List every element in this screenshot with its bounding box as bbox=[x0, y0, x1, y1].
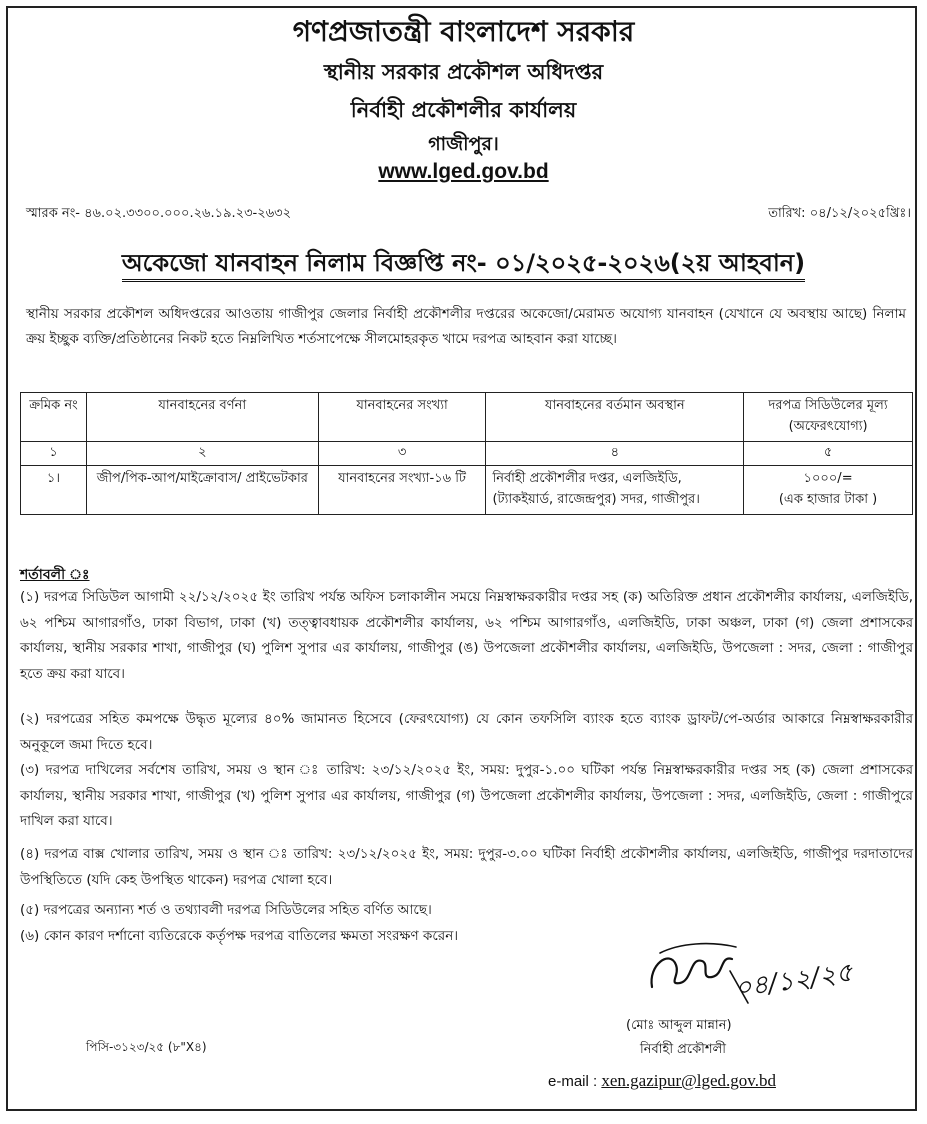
column-number: ৩ bbox=[318, 442, 486, 466]
vehicle-table bbox=[20, 392, 913, 515]
header-count: যানবাহনের সংখ্যা bbox=[318, 393, 486, 442]
column-number: ১ bbox=[21, 442, 87, 466]
email-address-link[interactable]: xen.gazipur@lged.gov.bd bbox=[601, 1071, 776, 1090]
header-schedule-price: দরপত্র সিডিউলের মূল্য (অফেরৎযোগ্য) bbox=[744, 393, 913, 442]
cell-location: নির্বাহী প্রকৌশলীর দপ্তর, এলজিইডি, (ট্যাকইয়ার্ড, রাজেন্দ্রপুর) সদর, গাজীপুর। bbox=[486, 466, 744, 515]
header-office-name: নির্বাহী প্রকৌশলীর কার্যালয় bbox=[350, 98, 577, 122]
memo-number: স্মারক নং- ৪৬.০২.৩৩০০.০০০.২৬.১৯.২৩-২৬৩২ bbox=[26, 206, 292, 221]
table-row bbox=[21, 466, 913, 515]
cell-count: যানবাহনের সংখ্যা-১৬ টি bbox=[318, 466, 486, 515]
cell-price bbox=[744, 466, 913, 515]
condition-item: (৫) দরপত্রের অন্যান্য শর্ত ও তথ্যাবলী দরপত্র সিডিউলের সহিত বর্ণিত আছে। bbox=[20, 902, 432, 918]
condition-item: (১) দরপত্র সিডিউল আগামী ২২/১২/২০২৫ ইং তারিখ পর্যন্ত অফিস চলাকালীন সময়ে নিম্নস্বাক্ষরকারীর দপ্তর সহ (ক) অতিরিক্ত প্রধান প্রকৌশলীর কার্যালয়, এলজিইডি, ৬২ পশ্চিম আগারগাঁও, ঢাকা বিভাগ, ঢাকা (খ) তত্ত্বাবধায়ক প্রকৌশলীর কার্যালয়, ৬২ পশ্চিম আগারগাঁও, এলজিইডি, ঢাকা অঞ্চল, ঢাকা (গ) জেলা প্রশাসকের কার্যালয়, স্থানীয় সরকার শাখা, গাজীপুর (ঘ) পুলিশ সুপার এর কার্যালয়, গাজীপুর (ঙ) উপজেলা প্রকৌশলীর কার্যালয়, এলজিইডি, উপজেলা : সদর, জেলা : গাজীপুর হতে ক্রয় করা যাবে। bbox=[20, 589, 913, 682]
column-number: ৪ bbox=[486, 442, 744, 466]
email-label: e-mail : bbox=[548, 1073, 598, 1090]
handwritten-signature bbox=[640, 935, 880, 1020]
notice-date: তারিখ: ০৪/১২/২০২৫খ্রিঃ। bbox=[768, 206, 911, 221]
cell-description: জীপ/পিক-আপ/মাইক্রোবাস/ প্রাইভেটকার bbox=[86, 466, 318, 515]
condition-item: (৪) দরপত্র বাক্স খোলার তারিখ, সময় ও স্থান ঃ তারিখ: ২৩/১২/২০২৫ ইং, সময়: দুপুর-৩.০০ ঘটিকা নির্বাহী প্রকৌশলীর কার্যালয়, এলজিইডি, গাজীপুর দরদাতাদের উপস্থিতিতে (যদি কেহ উপস্থিত থাকেন) দরপত্র খোলা হবে। bbox=[20, 846, 913, 888]
print-code: পিসি-৩১২৩/২৫ (৮"X৪) bbox=[86, 1040, 207, 1054]
signatory-designation: নির্বাহী প্রকৌশলী bbox=[640, 1042, 727, 1057]
table-column-number-row bbox=[21, 442, 913, 466]
condition-item: (২) দরপত্রের সহিত কমপক্ষে উদ্ধৃত মূল্যের ৪০% জামানত হিসেবে (ফেরৎযোগ্য) যে কোন তফসিলি ব্যাংক হতে ব্যাংক ড্রাফট/পে-অর্ডার আকারে নিম্নস্বাক্ষরকারীর অনুকূলে জমা দিতে হবে। bbox=[20, 711, 913, 753]
notice-title bbox=[0, 245, 927, 285]
notice-title-text: অকেজো যানবাহন নিলাম বিজ্ঞপ্তি নং- ০১/২০২৫-২০২৬(২য় আহবান) bbox=[122, 249, 805, 282]
header-serial: ক্রমিক নং bbox=[21, 393, 87, 442]
email-line bbox=[548, 1071, 776, 1091]
signature-date: ০৪/১২/২৫ bbox=[732, 957, 855, 1004]
conditions-title: শর্তাবলী ঃ bbox=[20, 567, 90, 583]
column-number: ২ bbox=[86, 442, 318, 466]
header-government-name: গণপ্রজাতন্ত্রী বাংলাদেশ সরকার bbox=[292, 15, 635, 48]
condition-item: (৩) দরপত্র দাখিলের সর্বশেষ তারিখ, সময় ও স্থান ঃ তারিখ: ২৩/১২/২০২৫ ইং, সময়: দুপুর-১.০০ ঘটিকা পর্যন্ত নিম্নস্বাক্ষরকারীর দপ্তর সহ (ক) জেলা প্রশাসকের কার্যালয়, স্থানীয় সরকার শাখা, গাজীপুর (খ) পুলিশ সুপার এর কার্যালয়, গাজীপুর (গ) উপজেলা প্রকৌশলীর কার্যালয়, উপজেলা : সদর, এলজিইডি, জেলা : গাজীপুরে দাখিল করা যাবে। bbox=[20, 762, 913, 829]
header-location: যানবাহনের বর্তমান অবস্থান bbox=[486, 393, 744, 442]
condition-item: (৬) কোন কারণ দর্শানো ব্যতিরেকে কর্তৃপক্ষ দরপত্র বাতিলের ক্ষমতা সংরক্ষণ করেন। bbox=[20, 928, 459, 944]
cell-price-amount: ১০০০/= bbox=[803, 471, 853, 486]
header-district: গাজীপুর। bbox=[428, 133, 499, 155]
intro-paragraph: স্থানীয় সরকার প্রকৌশল অধিদপ্তরের আওতায় গাজীপুর জেলার নির্বাহী প্রকৌশলীর দপ্তরের অকেজো/মেরামত অযোগ্য যানবাহন (যেখানে যে অবস্থায় আছে) নিলাম ক্রয় ইচ্ছুক ব্যক্তি/প্রতিষ্ঠানের নিকট হতে নিম্নলিখিত শর্তসাপেক্ষে সীলমোহরকৃত খামে দরপত্র আহবান করা যাচ্ছে। bbox=[26, 306, 906, 347]
header-department-name: স্থানীয় সরকার প্রকৌশল অধিদপ্তর bbox=[323, 60, 604, 84]
cell-price-words: (এক হাজার টাকা ) bbox=[778, 492, 878, 507]
cell-serial: ১। bbox=[21, 466, 87, 515]
signatory-name: (মোঃ আব্দুল মান্নান) bbox=[626, 1018, 732, 1033]
header-description: যানবাহনের বর্ণনা bbox=[86, 393, 318, 442]
column-number: ৫ bbox=[744, 442, 913, 466]
header-website-link[interactable]: www.lged.gov.bd bbox=[378, 160, 549, 183]
table-header-row bbox=[21, 393, 913, 442]
